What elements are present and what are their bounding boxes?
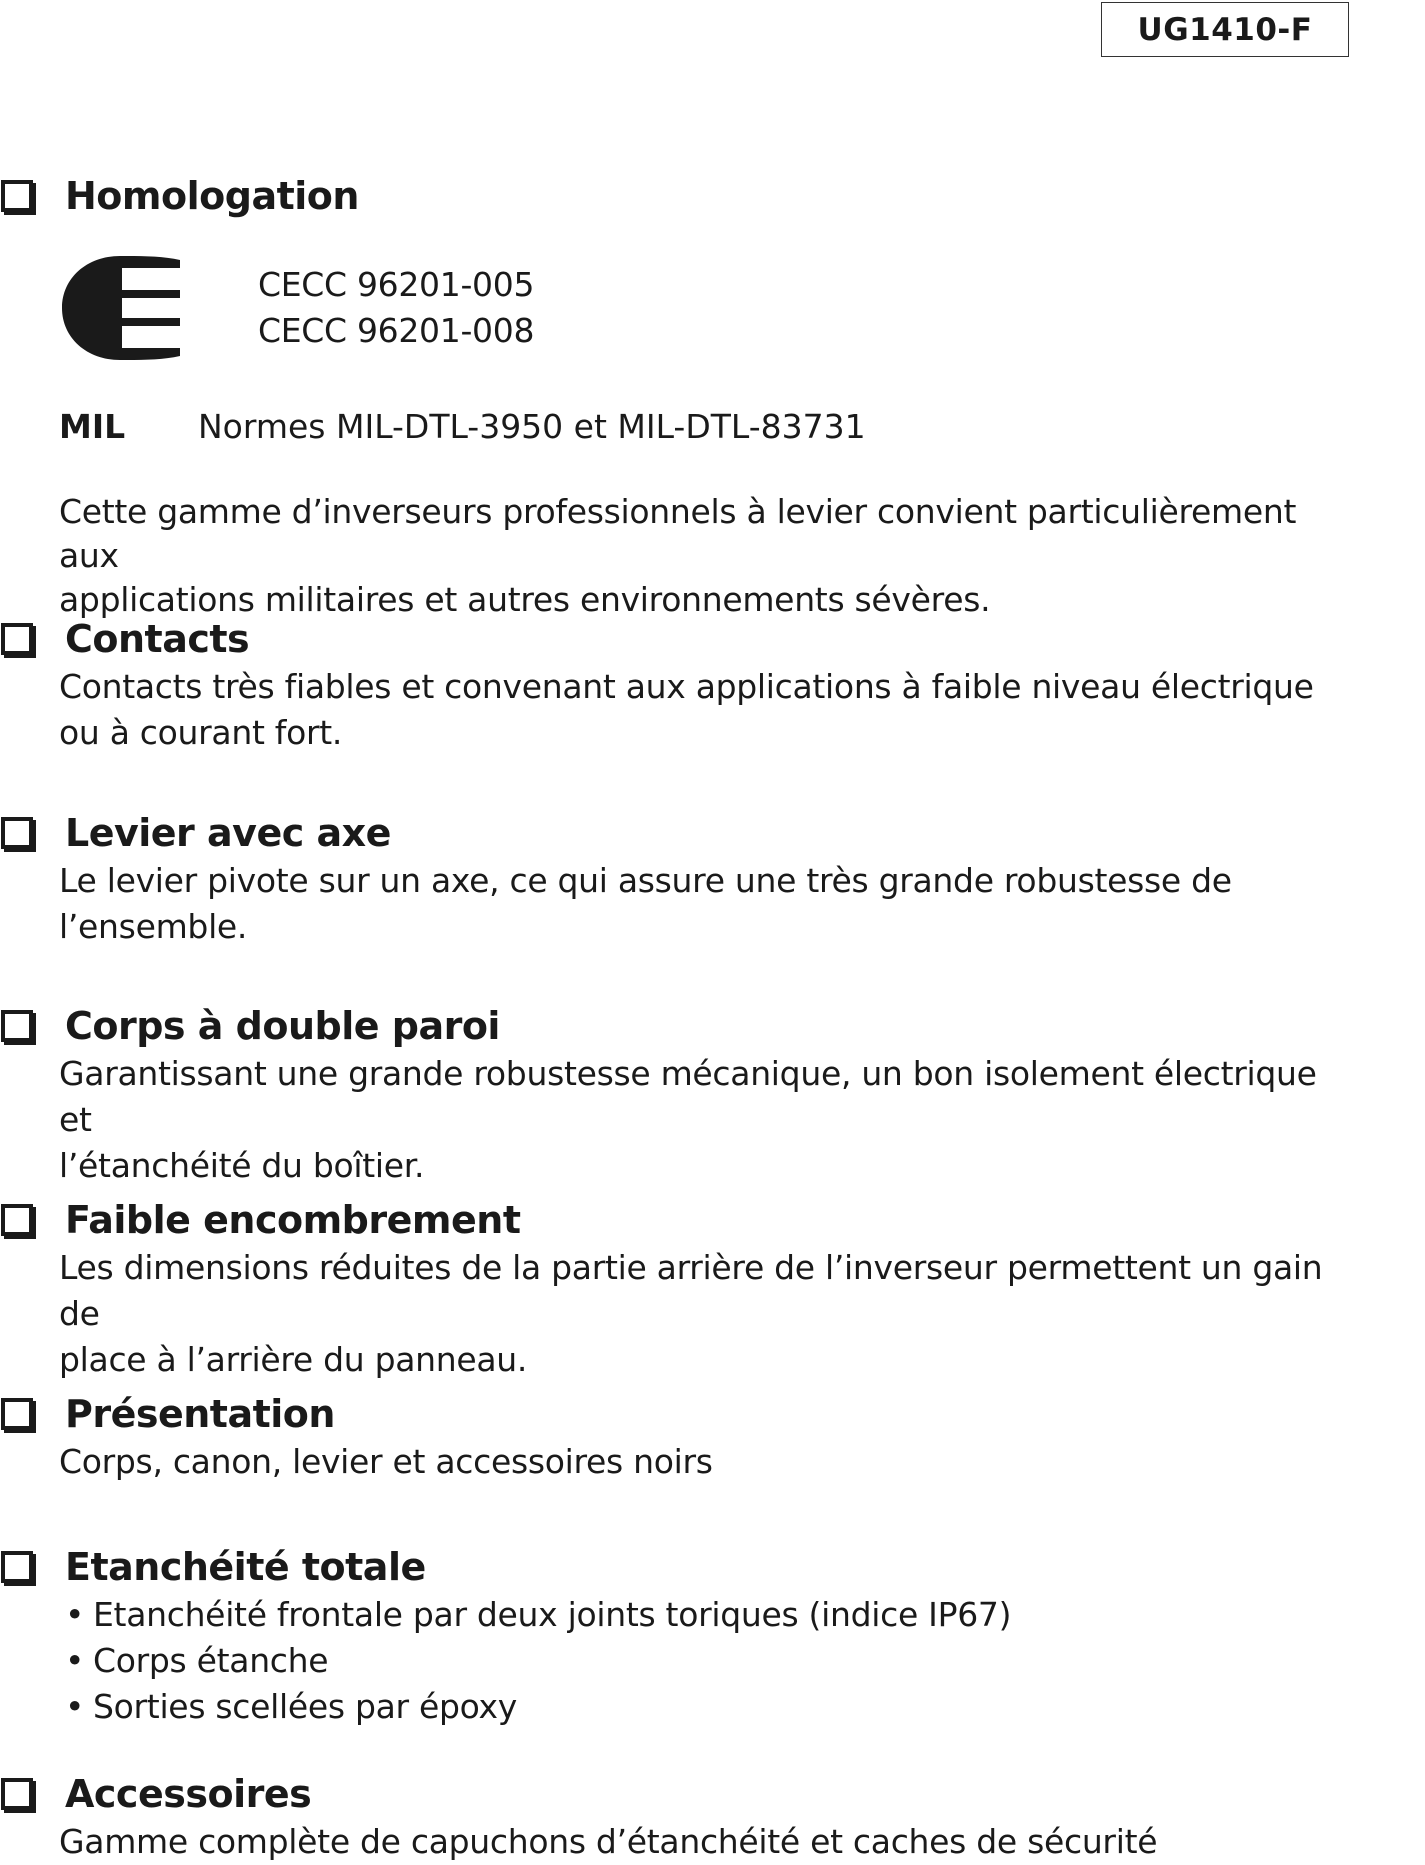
intro-line: applications militaires et autres environnements sévères. (59, 580, 991, 619)
body-line: place à l’arrière du panneau. (59, 1340, 528, 1379)
section-title: Faible encombrement (65, 1198, 521, 1242)
cecc-code: CECC 96201-008 (258, 311, 535, 350)
section-title: Etanchéité totale (65, 1545, 426, 1589)
checkbox-icon (1, 623, 33, 655)
section-etancheite (0, 1542, 1330, 1730)
intro-paragraph (59, 490, 1339, 622)
section-body (0, 1819, 1330, 1865)
mil-text: Normes MIL-DTL-3950 et MIL-DTL-83731 (198, 407, 866, 446)
cecc-logo-icon (62, 256, 180, 360)
section-body (0, 664, 1330, 756)
list-item: • Etanchéité frontale par deux joints toriques (indice IP67) (59, 1592, 1330, 1638)
section-header (0, 1542, 1330, 1592)
cecc-code: CECC 96201-005 (258, 265, 535, 304)
section-header (0, 171, 1330, 221)
checkbox-icon (1, 1204, 33, 1236)
section-title: Présentation (65, 1392, 335, 1436)
section-title: Levier avec axe (65, 811, 391, 855)
section-header (0, 808, 1330, 858)
section-encombrement (0, 1195, 1330, 1383)
body-line: Les dimensions réduites de la partie arrière de l’inverseur permettent un gain de (59, 1248, 1323, 1333)
checkbox-icon (1, 817, 33, 849)
section-corps (0, 1001, 1330, 1189)
bullet-list (59, 1592, 1330, 1730)
body-line: Corps, canon, levier et accessoires noirs (59, 1442, 713, 1481)
section-homologation (0, 171, 1330, 221)
section-body (0, 858, 1330, 950)
checkbox-icon (1, 1010, 33, 1042)
section-body (0, 1592, 1330, 1730)
mil-standards (59, 404, 866, 450)
list-item: • Corps étanche (59, 1638, 1330, 1684)
body-line: Gamme complète de capuchons d’étanchéité et caches de sécurité (59, 1822, 1158, 1861)
section-body (0, 1245, 1330, 1383)
section-body (0, 1439, 1330, 1485)
list-item: • Sorties scellées par époxy (59, 1684, 1330, 1730)
checkbox-icon (1, 1398, 33, 1430)
intro-line: Cette gamme d’inverseurs professionnels à levier convient particulièrement aux (59, 492, 1297, 575)
body-line: ou à courant fort. (59, 713, 343, 752)
body-line: Garantissant une grande robustesse mécanique, un bon isolement électrique et (59, 1054, 1317, 1139)
checkbox-icon (1, 1551, 33, 1583)
section-title: Accessoires (65, 1772, 312, 1816)
body-line: Le levier pivote sur un axe, ce qui assure une très grande robustesse de (59, 861, 1232, 900)
section-levier (0, 808, 1330, 950)
cecc-certification (62, 256, 534, 360)
section-contacts (0, 614, 1330, 756)
section-presentation (0, 1389, 1330, 1485)
checkbox-icon (1, 180, 33, 212)
section-header (0, 1001, 1330, 1051)
body-line: Contacts très fiables et convenant aux applications à faible niveau électrique (59, 667, 1314, 706)
body-line: l’ensemble. (59, 907, 248, 946)
section-body (0, 1051, 1330, 1189)
section-title: Contacts (65, 617, 250, 661)
checkbox-icon (1, 1778, 33, 1810)
section-title: Corps à double paroi (65, 1004, 500, 1048)
section-header (0, 1389, 1330, 1439)
section-accessoires (0, 1769, 1330, 1865)
cecc-codes (258, 262, 534, 354)
section-header (0, 1195, 1330, 1245)
section-header (0, 614, 1330, 664)
body-line: l’étanchéité du boîtier. (59, 1146, 425, 1185)
section-title: Homologation (65, 174, 359, 218)
section-header (0, 1769, 1330, 1819)
document-code: UG1410-F (1101, 2, 1349, 57)
mil-label: MIL (59, 407, 126, 446)
